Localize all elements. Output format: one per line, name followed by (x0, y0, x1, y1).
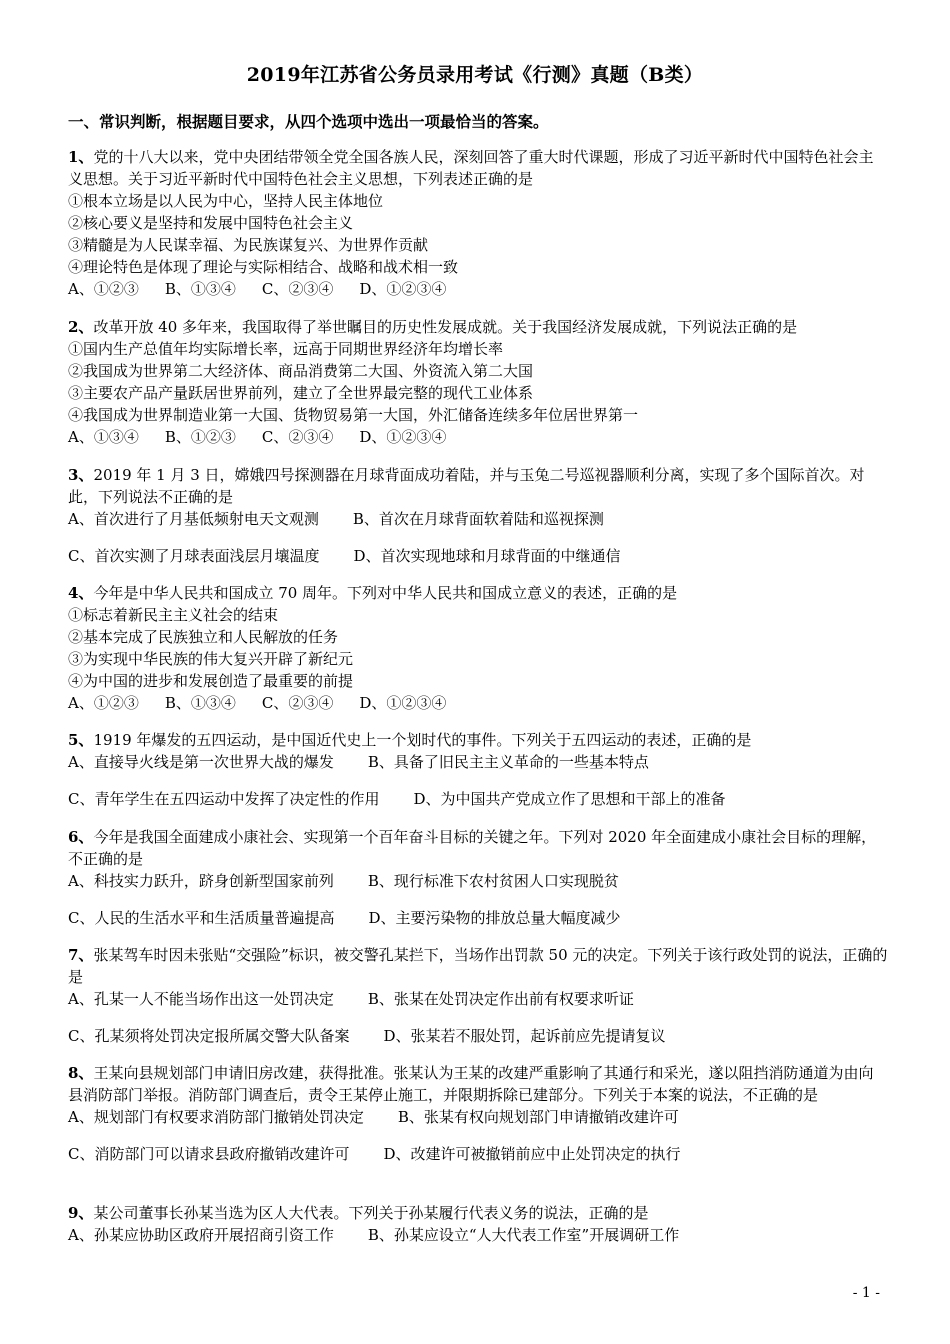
option-b: B、张某在处罚决定作出前有权要求听证 (367, 990, 634, 1008)
option-c: C、②③④ (261, 280, 334, 298)
question-7 (68, 944, 888, 1047)
statement-item: ①标志着新民主主义社会的结束 (68, 606, 279, 624)
question-number: 3、 (68, 466, 94, 484)
option-a: A、直接导火线是第一次世界大战的爆发 (68, 753, 334, 771)
question-stem: 张某驾车时因未张贴“交强险”标识，被交警孔某拦下，当场作出罚款 50 元的决定。下列关于该行政处罚的说法，正确的是 (68, 946, 888, 986)
question-1 (68, 146, 888, 300)
question-number: 1、 (68, 148, 94, 166)
question-2 (68, 316, 888, 448)
option-b: B、①③④ (164, 280, 236, 298)
statement-item: ④理论特色是体现了理论与实际相结合、战略和战术相一致 (68, 258, 459, 276)
page-title: 2019年江苏省公务员录用考试《行测》真题（B类） (246, 64, 704, 86)
section-heading: 一、常识判断，根据题目要求，从四个选项中选出一项最恰当的答案。 (68, 112, 549, 131)
question-number: 9、 (68, 1204, 94, 1222)
option-a: A、科技实力跃升，跻身创新型国家前列 (68, 872, 334, 890)
question-9 (68, 1202, 888, 1246)
question-number: 8、 (68, 1064, 94, 1082)
question-stem: 王某向县规划部门申请旧房改建，获得批准。张某认为王某的改建严重影响了其通行和采光，遂以阻挡消防通道为由向县消防部门举报。消防部门调查后，责令王某停止施工，并限期拆除已建部分。下列关于本案的说法，不正确的是 (68, 1064, 874, 1104)
question-8 (68, 1062, 888, 1165)
option-d: D、首次实现地球和月球背面的中继通信 (353, 547, 621, 565)
option-c: C、②③④ (261, 428, 334, 446)
option-c: C、人民的生活水平和生活质量普遍提高 (68, 909, 335, 927)
statement-item: ②基本完成了民族独立和人民解放的任务 (68, 628, 339, 646)
question-stem: 2019 年 1 月 3 日，嫦娥四号探测器在月球背面成功着陆，并与玉兔二号巡视器顺利分离，实现了多个国际首次。对此，下列说法不正确的是 (68, 466, 865, 506)
question-4 (68, 582, 888, 714)
page-number: - 1 - (852, 1285, 880, 1301)
option-c: C、青年学生在五四运动中发挥了决定性的作用 (68, 790, 380, 808)
question-5 (68, 729, 888, 810)
option-d: D、①②③④ (359, 280, 447, 298)
option-b: B、张某有权向规划部门申请撤销改建许可 (397, 1108, 679, 1126)
option-a: A、孔某一人不能当场作出这一处罚决定 (68, 990, 334, 1008)
statement-item: ④我国成为世界制造业第一大国、货物贸易第一大国，外汇储备连续多年位居世界第一 (68, 406, 639, 424)
option-d: D、为中国共产党成立作了思想和干部上的准备 (413, 790, 726, 808)
option-b: B、孙某应设立“人大代表工作室”开展调研工作 (367, 1226, 680, 1244)
option-a: A、①②③ (68, 694, 139, 712)
question-number: 5、 (68, 731, 94, 749)
question-stem: 某公司董事长孙某当选为区人大代表。下列关于孙某履行代表义务的说法，正确的是 (93, 1204, 649, 1222)
question-stem: 改革开放 40 多年来，我国取得了举世瞩目的历史性发展成就。关于我国经济发展成就，下列说法正确的是 (93, 318, 798, 336)
statement-item: ③为实现中华民族的伟大复兴开辟了新纪元 (68, 650, 354, 668)
statement-item: ①国内生产总值年均实际增长率，远高于同期世界经济年均增长率 (68, 340, 504, 358)
option-a: A、首次进行了月基低频射电天文观测 (68, 510, 319, 528)
statement-item: ①根本立场是以人民为中心，坚持人民主体地位 (68, 192, 384, 210)
option-c: C、孔某须将处罚决定报所属交警大队备案 (68, 1027, 350, 1045)
question-number: 2、 (68, 318, 94, 336)
question-3 (68, 464, 888, 567)
statement-item: ②核心要义是坚持和发展中国特色社会主义 (68, 214, 354, 232)
option-b: B、首次在月球背面软着陆和巡视探测 (352, 510, 604, 528)
option-b: B、①③④ (164, 694, 236, 712)
option-d: D、主要污染物的排放总量大幅度减少 (368, 909, 621, 927)
option-a: A、①③④ (68, 428, 139, 446)
question-stem: 今年是我国全面建成小康社会、实现第一个百年奋斗目标的关键之年。下列对 2020 年全面建成小康社会目标的理解，不正确的是 (68, 828, 877, 868)
statement-item: ④为中国的进步和发展创造了最重要的前提 (68, 672, 354, 690)
option-a: A、①②③ (68, 280, 139, 298)
question-number: 7、 (68, 946, 94, 964)
question-number: 4、 (68, 584, 94, 602)
question-stem: 1919 年爆发的五四运动，是中国近代史上一个划时代的事件。下列关于五四运动的表述，正确的是 (93, 731, 752, 749)
question-number: 6、 (68, 828, 94, 846)
option-d: D、①②③④ (359, 428, 447, 446)
question-stem: 今年是中华人民共和国成立 70 周年。下列对中华人民共和国成立意义的表述，正确的是 (93, 584, 678, 602)
option-b: B、现行标准下农村贫困人口实现脱贫 (367, 872, 619, 890)
option-c: C、②③④ (261, 694, 334, 712)
option-d: D、张某若不服处罚，起诉前应先提请复议 (383, 1027, 666, 1045)
option-b: B、具备了旧民主主义革命的一些基本特点 (367, 753, 649, 771)
option-a: A、规划部门有权要求消防部门撤销处罚决定 (68, 1108, 364, 1126)
option-c: C、首次实测了月球表面浅层月壤温度 (68, 547, 320, 565)
option-d: D、改建许可被撤销前应中止处罚决定的执行 (383, 1145, 681, 1163)
statement-item: ③精髓是为人民谋幸福、为民族谋复兴、为世界作贡献 (68, 236, 429, 254)
question-stem: 党的十八大以来，党中央团结带领全党全国各族人民，深刻回答了重大时代课题，形成了习近平新时代中国特色社会主义思想。关于习近平新时代中国特色社会主义思想，下列表述正确的是 (68, 148, 874, 188)
option-a: A、孙某应协助区政府开展招商引资工作 (68, 1226, 334, 1244)
statement-item: ②我国成为世界第二大经济体、商品消费第二大国、外资流入第二大国 (68, 362, 534, 380)
statement-item: ③主要农产品产量跃居世界前列，建立了全世界最完整的现代工业体系 (68, 384, 534, 402)
question-6 (68, 826, 888, 929)
option-b: B、①②③ (164, 428, 236, 446)
option-c: C、消防部门可以请求县政府撤销改建许可 (68, 1145, 350, 1163)
option-d: D、①②③④ (359, 694, 447, 712)
